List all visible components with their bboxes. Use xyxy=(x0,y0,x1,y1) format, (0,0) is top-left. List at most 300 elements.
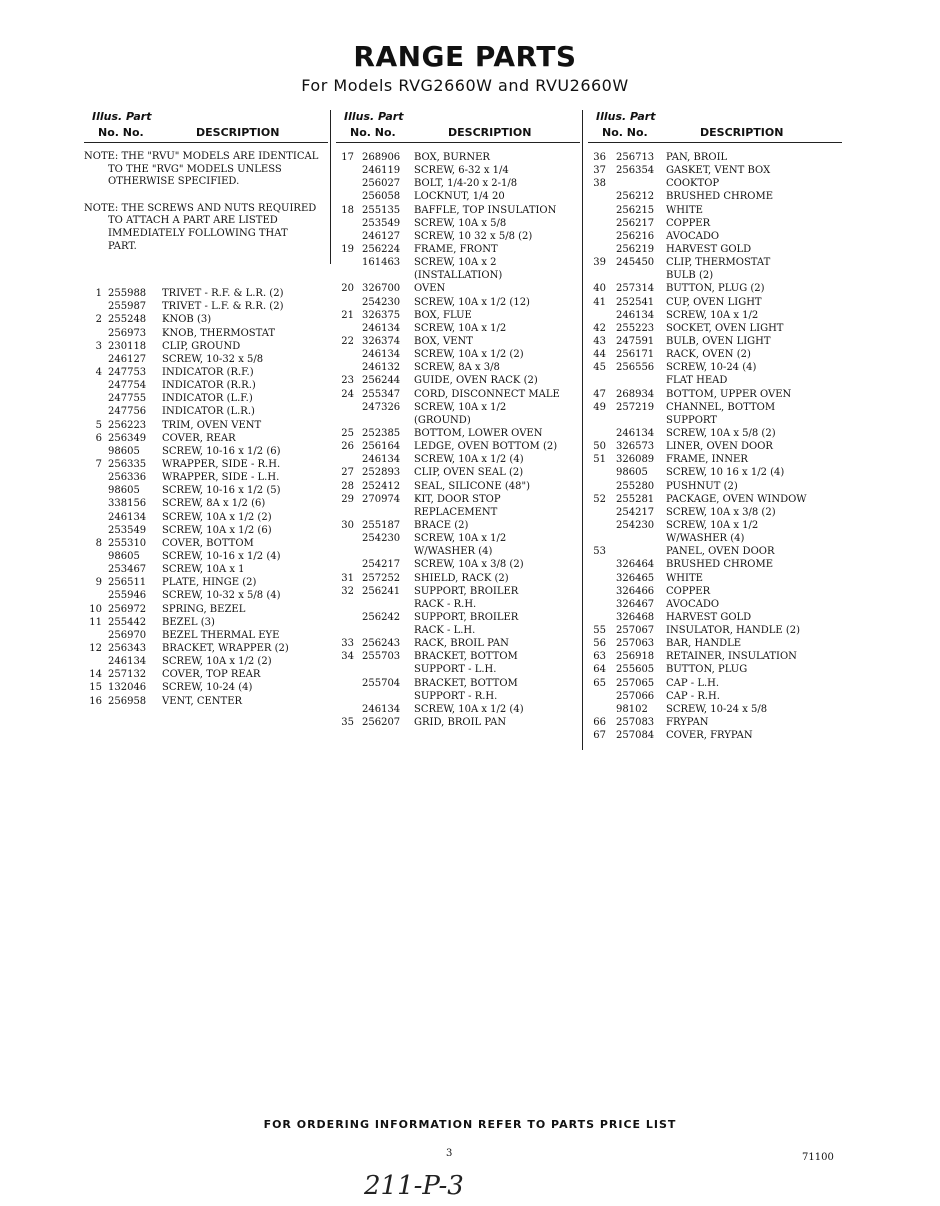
part-number: 256343 xyxy=(108,642,147,654)
part-number: 326467 xyxy=(616,598,655,610)
part-description: BULB, OVEN LIGHT xyxy=(666,335,771,347)
part-row xyxy=(336,466,580,479)
illus-number: 29 xyxy=(341,493,354,505)
part-row xyxy=(588,624,842,637)
note-line: IMMEDIATELY FOLLOWING THAT xyxy=(108,227,288,239)
part-number: 326700 xyxy=(362,283,401,295)
part-number: 256335 xyxy=(108,458,147,470)
part-description: FRAME, INNER xyxy=(666,454,748,466)
illus-number: 39 xyxy=(593,257,606,269)
part-number: 257252 xyxy=(362,572,401,584)
part-description: COVER, FRYPAN xyxy=(666,730,753,742)
part-description: BEZEL (3) xyxy=(162,616,215,628)
part-row xyxy=(588,374,842,387)
part-row xyxy=(588,637,842,650)
part-description: BEZEL THERMAL EYE xyxy=(162,629,280,641)
illus-number: 28 xyxy=(341,480,354,492)
illus-number: 51 xyxy=(593,454,606,466)
part-description: SCREW, 10A x 1/2 xyxy=(666,309,759,321)
description-label: DESCRIPTION xyxy=(700,126,784,139)
part-number: 246127 xyxy=(108,353,147,365)
part-description: FLAT HEAD xyxy=(666,375,728,387)
part-row xyxy=(588,558,842,571)
part-number: 246134 xyxy=(362,703,401,715)
part-description: COVER, TOP REAR xyxy=(162,669,261,681)
part-row xyxy=(336,440,580,453)
part-number: 254230 xyxy=(616,519,655,531)
part-row xyxy=(336,296,580,309)
part-row xyxy=(588,204,842,217)
part-row xyxy=(84,629,328,642)
part-number: 255442 xyxy=(108,616,147,628)
part-number: 254230 xyxy=(362,296,401,308)
illus-number: 65 xyxy=(593,677,606,689)
part-number: 255135 xyxy=(362,204,401,216)
illus-number: 24 xyxy=(341,388,354,400)
part-number: 268906 xyxy=(362,152,401,163)
note-rvu-identical xyxy=(84,151,328,189)
part-number: 257132 xyxy=(108,669,147,681)
part-row xyxy=(588,677,842,690)
illus-number: 16 xyxy=(89,695,102,707)
part-number: 256223 xyxy=(108,419,147,431)
part-number: 255223 xyxy=(616,322,655,334)
handwritten-annotation xyxy=(360,1166,520,1206)
part-number: 253549 xyxy=(362,217,401,229)
part-number: 255987 xyxy=(108,301,147,313)
illus-number: 67 xyxy=(593,730,606,742)
part-row xyxy=(84,576,328,589)
part-description: BUTTON, PLUG xyxy=(666,664,748,676)
illus-number: 7 xyxy=(95,458,102,470)
column-header xyxy=(84,108,328,142)
column-divider xyxy=(330,110,331,264)
parts-column-1 xyxy=(84,108,328,708)
part-row xyxy=(84,589,328,602)
part-number: 254230 xyxy=(362,533,401,545)
part-number: 256511 xyxy=(108,577,147,589)
part-number: 98605 xyxy=(616,467,648,479)
part-description: PLATE, HINGE (2) xyxy=(162,577,257,589)
part-row xyxy=(588,572,842,585)
part-description: PACKAGE, OVEN WINDOW xyxy=(666,493,807,505)
part-description: SCREW, 10-32 x 5/8 (4) xyxy=(162,590,281,602)
part-row xyxy=(336,611,580,624)
illus-number: 63 xyxy=(593,651,606,663)
column-divider xyxy=(582,110,583,750)
note-line: TO ATTACH A PART ARE LISTED xyxy=(108,215,278,227)
illus-number: 64 xyxy=(593,664,606,676)
part-description: SCREW, 6-32 x 1/4 xyxy=(414,165,509,177)
illus-number: 66 xyxy=(593,717,606,729)
part-description: RACK - L.H. xyxy=(414,625,476,637)
part-row xyxy=(588,506,842,519)
part-description: SCREW, 10A x 1/2 (2) xyxy=(162,656,272,668)
part-row xyxy=(336,493,580,506)
part-description: INDICATOR (R.R.) xyxy=(162,380,256,392)
part-description: SHIELD, RACK (2) xyxy=(414,572,509,584)
illus-number: 49 xyxy=(593,401,606,413)
part-row xyxy=(336,545,580,558)
illus-number: 2 xyxy=(95,314,102,326)
page-number: 3 xyxy=(446,1148,453,1159)
illus-number: 6 xyxy=(95,432,102,444)
document-number: 71100 xyxy=(802,1152,834,1163)
illus-part-label: Illus. Part xyxy=(596,110,656,123)
part-description: HARVEST GOLD xyxy=(666,243,752,255)
part-row xyxy=(336,506,580,519)
note-line: PART. xyxy=(108,240,137,252)
illus-number: 40 xyxy=(593,283,606,295)
part-description: OVEN xyxy=(414,283,446,295)
part-row xyxy=(336,598,580,611)
part-row xyxy=(588,414,842,427)
column-header xyxy=(336,108,580,142)
illus-number: 14 xyxy=(89,669,102,681)
illus-number: 42 xyxy=(593,322,606,334)
part-description: CHANNEL, BOTTOM xyxy=(666,401,776,413)
part-description: INDICATOR (L.F.) xyxy=(162,393,253,405)
illus-number: 26 xyxy=(341,441,354,453)
part-description: SCREW, 10A x 3/8 (2) xyxy=(666,506,776,518)
part-row xyxy=(336,532,580,545)
header-rule xyxy=(336,142,580,143)
part-number: 252541 xyxy=(616,296,655,308)
part-row xyxy=(84,695,328,708)
part-description: BRACKET, WRAPPER (2) xyxy=(162,642,289,654)
part-number: 257063 xyxy=(616,638,655,650)
illus-number: 4 xyxy=(95,367,102,378)
illus-number: 45 xyxy=(593,362,606,374)
illus-number: 33 xyxy=(341,638,354,650)
illus-number: 10 xyxy=(89,603,102,615)
part-row xyxy=(336,519,580,532)
part-row xyxy=(588,388,842,401)
part-description: BOTTOM, UPPER OVEN xyxy=(666,388,792,400)
part-row xyxy=(84,642,328,655)
part-description: BRUSHED CHROME xyxy=(666,191,774,203)
part-row xyxy=(588,269,842,282)
part-row xyxy=(84,550,328,563)
part-row xyxy=(336,650,580,663)
part-number: 256241 xyxy=(362,585,401,597)
illus-number: 56 xyxy=(593,638,606,650)
part-number: 256027 xyxy=(362,178,401,190)
part-description: PUSHNUT (2) xyxy=(666,480,738,492)
part-description: INSULATOR, HANDLE (2) xyxy=(666,625,801,637)
part-description: COPPER xyxy=(666,585,711,597)
illus-number: 5 xyxy=(95,419,102,431)
illus-number: 35 xyxy=(341,717,354,729)
part-number: 230118 xyxy=(108,340,147,352)
part-description: SCREW, 10-24 x 5/8 xyxy=(666,703,768,715)
illus-number: 17 xyxy=(341,152,354,163)
part-row xyxy=(588,703,842,716)
part-description: BOX, VENT xyxy=(414,335,473,347)
part-row xyxy=(336,637,580,650)
part-row xyxy=(588,545,842,558)
part-description: RACK, BROIL PAN xyxy=(414,638,509,650)
part-row xyxy=(84,327,328,340)
header-rule xyxy=(588,142,842,143)
part-row xyxy=(336,282,580,295)
illus-number: 18 xyxy=(341,204,354,216)
part-description: WRAPPER, SIDE - L.H. xyxy=(162,472,280,484)
part-number: 255946 xyxy=(108,590,147,602)
part-number: 256349 xyxy=(108,432,147,444)
part-row xyxy=(336,269,580,282)
part-row xyxy=(336,256,580,269)
part-number: 256242 xyxy=(362,611,401,623)
illus-number: 15 xyxy=(89,682,102,694)
part-row xyxy=(588,480,842,493)
part-number: 256354 xyxy=(616,165,655,177)
part-number: 326468 xyxy=(616,611,655,623)
part-description: KNOB (3) xyxy=(162,314,212,326)
part-number: 252385 xyxy=(362,427,401,439)
part-description: SCREW, 10A x 1/2 (2) xyxy=(414,349,524,361)
part-description: INDICATOR (R.F.) xyxy=(162,367,254,378)
part-row xyxy=(84,563,328,576)
part-row xyxy=(336,558,580,571)
part-description: LOCKNUT, 1/4 20 xyxy=(414,191,505,203)
part-row xyxy=(336,624,580,637)
part-description: WHITE xyxy=(666,572,703,584)
part-row xyxy=(588,348,842,361)
part-row xyxy=(84,681,328,694)
part-description: SCREW, 10-16 x 1/2 (5) xyxy=(162,485,281,497)
part-description: SCREW, 10A x 1/2 (6) xyxy=(162,524,272,536)
part-description: GRID, BROIL PAN xyxy=(414,717,507,729)
part-description: CUP, OVEN LIGHT xyxy=(666,296,762,308)
part-description: SCREW, 10A x 1 xyxy=(162,564,245,576)
illus-number: 32 xyxy=(341,585,354,597)
part-description: FRAME, FRONT xyxy=(414,243,498,255)
parts-column-2 xyxy=(336,108,580,729)
illus-number: 34 xyxy=(341,651,354,663)
part-description: VENT, CENTER xyxy=(162,695,243,707)
part-row xyxy=(336,677,580,690)
part-number: 257067 xyxy=(616,625,655,637)
part-row xyxy=(588,401,842,414)
part-row xyxy=(84,340,328,353)
part-number: 256958 xyxy=(108,695,147,707)
part-row xyxy=(336,427,580,440)
note-line: NOTE: THE SCREWS AND NUTS REQUIRED xyxy=(84,202,317,214)
part-row xyxy=(588,690,842,703)
part-number: 255988 xyxy=(108,288,147,300)
illus-number: 22 xyxy=(341,335,354,347)
part-description: SPRING, BEZEL xyxy=(162,603,246,615)
illus-number: 1 xyxy=(95,288,102,300)
part-row xyxy=(588,177,842,190)
part-description: CLIP, OVEN SEAL (2) xyxy=(414,467,524,479)
part-description: CLIP, THERMOSTAT xyxy=(666,257,771,269)
part-description: SCREW, 10-16 x 1/2 (6) xyxy=(162,445,281,457)
illus-number: 36 xyxy=(593,152,606,163)
part-row xyxy=(84,668,328,681)
part-number: 247755 xyxy=(108,393,147,405)
part-description: SCREW, 10A x 5/8 (2) xyxy=(666,427,776,439)
no-no-label: No. No. xyxy=(98,126,144,139)
part-number: 246119 xyxy=(362,165,401,177)
part-row xyxy=(336,716,580,729)
part-row xyxy=(588,716,842,729)
part-description: BOX, BURNER xyxy=(414,152,490,163)
part-description: PAN, BROIL xyxy=(666,152,728,163)
description-label: DESCRIPTION xyxy=(196,126,280,139)
part-row xyxy=(336,414,580,427)
part-number: 256207 xyxy=(362,717,401,729)
part-row xyxy=(336,388,580,401)
part-number: 326464 xyxy=(616,559,655,571)
part-description: PANEL, OVEN DOOR xyxy=(666,546,775,558)
part-number: 161463 xyxy=(362,257,401,269)
part-number: 246134 xyxy=(108,656,147,668)
part-number: 326089 xyxy=(616,454,655,466)
part-description: COVER, BOTTOM xyxy=(162,537,254,549)
part-number: 257219 xyxy=(616,401,655,413)
part-description: COVER, REAR xyxy=(162,432,236,444)
part-number: 246134 xyxy=(616,427,655,439)
part-row xyxy=(336,309,580,322)
part-description: W/WASHER (4) xyxy=(414,546,493,558)
part-row xyxy=(84,616,328,629)
part-row xyxy=(336,177,580,190)
part-description: COOKTOP xyxy=(666,178,720,190)
part-row xyxy=(588,532,842,545)
part-row xyxy=(588,361,842,374)
illus-number: 30 xyxy=(341,519,354,531)
part-number: 255605 xyxy=(616,664,655,676)
part-description: SCREW, 10-16 x 1/2 (4) xyxy=(162,550,281,562)
part-number: 256215 xyxy=(616,204,655,216)
page-subtitle: For Models RVG2660W and RVU2660W xyxy=(301,76,629,95)
part-number: 256058 xyxy=(362,191,401,203)
part-row xyxy=(588,729,842,742)
part-description: BOTTOM, LOWER OVEN xyxy=(414,427,543,439)
part-number: 98605 xyxy=(108,485,140,497)
part-row xyxy=(588,440,842,453)
part-row xyxy=(588,493,842,506)
ordering-footer: FOR ORDERING INFORMATION REFER TO PARTS PRICE LIST xyxy=(263,1118,677,1131)
part-row xyxy=(336,703,580,716)
part-number: 253467 xyxy=(108,564,147,576)
part-number: 257314 xyxy=(616,283,655,295)
illus-number: 27 xyxy=(341,467,354,479)
part-number: 326573 xyxy=(616,441,655,453)
illus-part-label: Illus. Part xyxy=(92,110,152,123)
part-number: 98605 xyxy=(108,550,140,562)
part-number: 326375 xyxy=(362,309,401,321)
part-description: SCREW, 10-24 (4) xyxy=(666,362,757,374)
part-description: (GROUND) xyxy=(414,414,471,426)
part-description: COPPER xyxy=(666,217,711,229)
part-description: BULB (2) xyxy=(666,270,714,282)
part-row xyxy=(588,427,842,440)
part-number: 256171 xyxy=(616,349,655,361)
part-description: BRACKET, BOTTOM xyxy=(414,677,518,689)
part-row xyxy=(588,611,842,624)
part-row xyxy=(84,313,328,326)
illus-number: 44 xyxy=(593,349,606,361)
part-row xyxy=(588,335,842,348)
part-description: BOX, FLUE xyxy=(414,309,472,321)
illus-number: 38 xyxy=(593,178,606,190)
part-description: FRYPAN xyxy=(666,717,709,729)
part-row xyxy=(84,366,328,379)
part-number: 326465 xyxy=(616,572,655,584)
part-description: INDICATOR (L.R.) xyxy=(162,406,255,418)
part-number: 246132 xyxy=(362,362,401,374)
part-row xyxy=(336,663,580,676)
part-description: SUPPORT, BROILER xyxy=(414,585,519,597)
part-row xyxy=(588,190,842,203)
part-row xyxy=(84,353,328,366)
part-number: 257083 xyxy=(616,717,655,729)
part-description: BOLT, 1/4-20 x 2-1/8 xyxy=(414,178,518,190)
part-description: BUTTON, PLUG (2) xyxy=(666,283,765,295)
part-number: 256918 xyxy=(616,651,655,663)
part-row xyxy=(588,598,842,611)
part-description: TRIM, OVEN VENT xyxy=(162,419,262,431)
part-number: 256164 xyxy=(362,441,401,453)
part-description: (INSTALLATION) xyxy=(414,270,503,282)
part-number: 270974 xyxy=(362,493,401,505)
page-title: RANGE PARTS xyxy=(353,40,577,73)
part-row xyxy=(588,217,842,230)
note-line: TO THE "RVG" MODELS UNLESS xyxy=(108,163,282,175)
part-number: 132046 xyxy=(108,682,147,694)
part-description: LINER, OVEN DOOR xyxy=(666,441,773,453)
part-description: CLIP, GROUND xyxy=(162,340,241,352)
part-row xyxy=(84,524,328,537)
part-description: BRACE (2) xyxy=(414,519,469,531)
header-rule xyxy=(84,142,328,143)
part-row xyxy=(588,230,842,243)
part-description: SCREW, 10A x 1/2 xyxy=(414,533,507,545)
part-number: 252893 xyxy=(362,467,401,479)
part-row xyxy=(84,432,328,445)
part-row xyxy=(336,322,580,335)
part-description: AVOCADO xyxy=(666,598,720,610)
part-number: 256217 xyxy=(616,217,655,229)
column-header xyxy=(588,108,842,142)
description-label: DESCRIPTION xyxy=(448,126,532,139)
part-description: SCREW, 8A x 3/8 xyxy=(414,362,500,374)
part-row xyxy=(336,690,580,703)
part-description: TRIVET - R.F. & L.R. (2) xyxy=(162,288,284,300)
part-number: 256336 xyxy=(108,472,147,484)
illus-number: 21 xyxy=(341,309,354,321)
part-number: 255187 xyxy=(362,519,401,531)
part-number: 247754 xyxy=(108,380,147,392)
illus-number: 43 xyxy=(593,335,606,347)
part-description: SUPPORT, BROILER xyxy=(414,611,519,623)
part-description: SCREW, 10-32 x 5/8 xyxy=(162,353,264,365)
illus-number: 37 xyxy=(593,165,606,177)
part-number: 246134 xyxy=(362,349,401,361)
illus-number: 9 xyxy=(95,577,102,589)
part-row xyxy=(84,300,328,313)
part-number: 247326 xyxy=(362,401,401,413)
part-number: 256973 xyxy=(108,327,147,339)
part-number: 247756 xyxy=(108,406,147,418)
part-row xyxy=(336,401,580,414)
part-description: BRUSHED CHROME xyxy=(666,559,774,571)
part-description: SOCKET, OVEN LIGHT xyxy=(666,322,784,334)
part-description: SCREW, 10A x 5/8 xyxy=(414,217,507,229)
